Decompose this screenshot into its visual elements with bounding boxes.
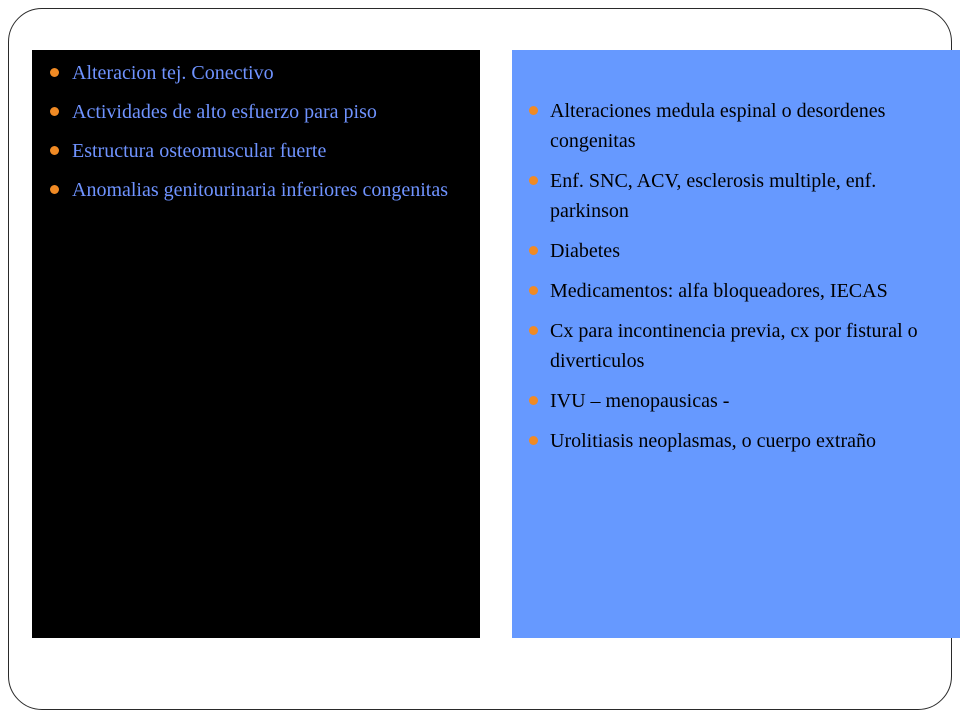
list-item (32, 58, 480, 88)
right-content-panel (512, 50, 960, 638)
list-item-text: Medicamentos: alfa bloqueadores, IECAS (550, 280, 888, 302)
list-item (512, 166, 960, 226)
bullet-dot-icon (50, 185, 59, 194)
list-item-text: IVU – menopausicas - (550, 390, 730, 412)
list-item (32, 97, 480, 127)
bullet-dot-icon (529, 436, 538, 445)
bullet-dot-icon (529, 176, 538, 185)
list-item-text: Alteracion tej. Conectivo (72, 62, 274, 84)
bullet-dot-icon (529, 286, 538, 295)
list-item-text: Actividades de alto esfuerzo para piso (72, 101, 377, 123)
right-bullet-list (512, 96, 960, 456)
list-item (32, 175, 480, 205)
bullet-dot-icon (529, 326, 538, 335)
list-item (512, 426, 960, 456)
left-bullet-list (32, 58, 480, 205)
list-item-text: Enf. SNC, ACV, esclerosis multiple, enf. parkinson (550, 170, 877, 222)
list-item (32, 136, 480, 166)
list-item-text: Cx para incontinencia previa, cx por fistural o diverticulos (550, 320, 918, 372)
bullet-dot-icon (529, 396, 538, 405)
list-item-text: Urolitiasis neoplasmas, o cuerpo extraño (550, 430, 877, 452)
list-item (512, 316, 960, 376)
bullet-dot-icon (50, 146, 59, 155)
list-item-text: Anomalias genitourinaria inferiores congenitas (72, 179, 448, 201)
bullet-dot-icon (529, 106, 538, 115)
list-item (512, 236, 960, 266)
list-item (512, 386, 960, 416)
bullet-dot-icon (50, 68, 59, 77)
list-item-text: Alteraciones medula espinal o desordenes congenitas (550, 100, 886, 152)
list-item-text: Diabetes (550, 240, 620, 262)
bullet-dot-icon (529, 246, 538, 255)
list-item (512, 276, 960, 306)
left-content-panel (32, 50, 480, 638)
list-item-text: Estructura osteomuscular fuerte (72, 140, 327, 162)
list-item (512, 96, 960, 156)
bullet-dot-icon (50, 107, 59, 116)
